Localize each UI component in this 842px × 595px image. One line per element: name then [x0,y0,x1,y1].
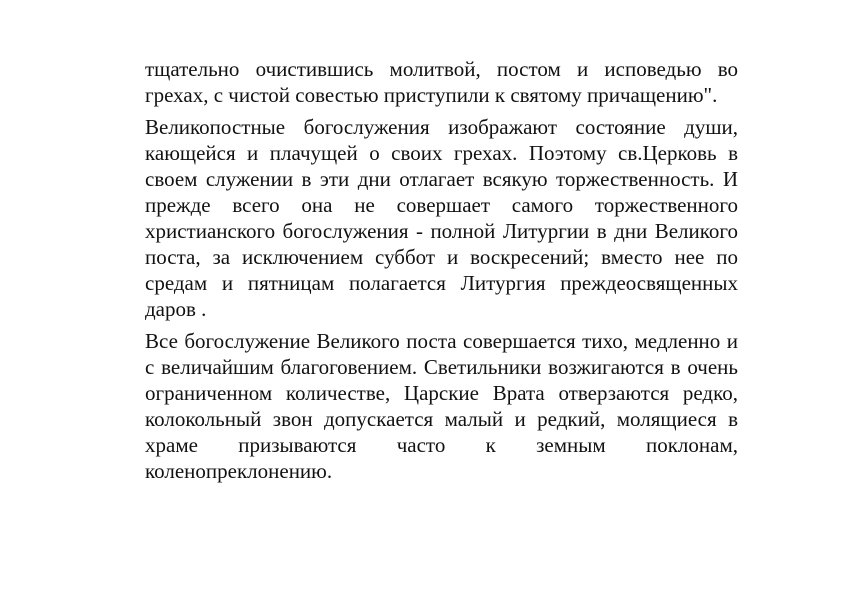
text-body [145,56,738,490]
paragraph-2: Великопостные богослужения изображают состояние души, кающейся и плачущей о своих грехах. Поэтому св.Церковь в своем служении в эти дни отлагает всякую торжественность. И прежде всего она не совершает самого торжественного христианского богослужения - полной Литургии в дни Великого поста, за исключением суббот и воскресений; вместо нее по средам и пятницам полагается Литургия преждеосвященных даров . [145,115,738,321]
paragraph-1: тщательно очистившись молитвой, постом и исповедью во грехах, с чистой совестью приступили к святому причащению". [145,57,738,107]
paragraph-3: Все богослужение Великого поста совершается тихо, медленно и с величайшим благоговением. Светильники возжигаются в очень ограниченном количестве, Царские Врата отверзаются редко, колокольный звон допускается малый и редкий, молящиеся в храме призываются часто к земным поклонам, коленопреклонению. [145,329,738,483]
